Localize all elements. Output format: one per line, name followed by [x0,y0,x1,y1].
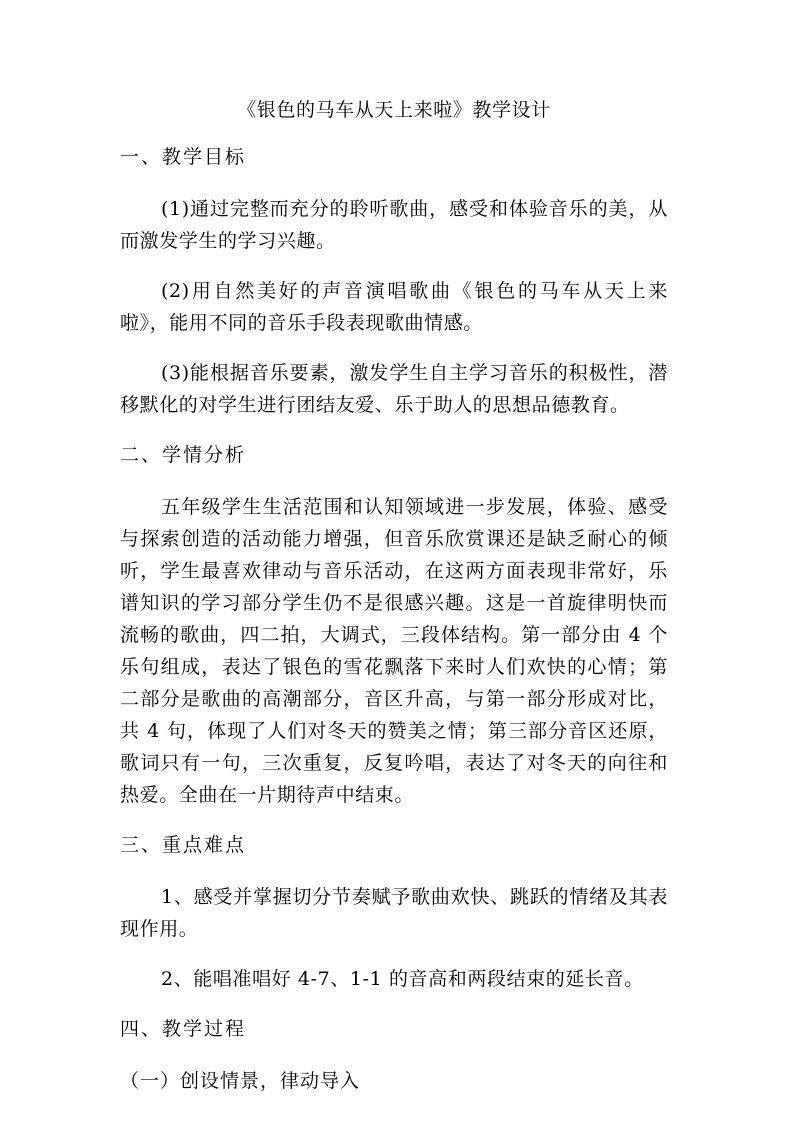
objective-paragraph-2: (2)用自然美好的声音演唱歌曲《银色的马车从天上来啦》，能用不同的音乐手段表现歌曲情感。 [120,280,668,334]
section-heading-process: 四、教学过程 [120,1018,247,1040]
document-body [120,94,668,1097]
section-heading-key-points: 三、重点难点 [120,834,247,856]
objective-paragraph-1: (1)通过完整而充分的聆听歌曲，感受和体验音乐的美，从而激发学生的学习兴趣。 [120,198,668,252]
analysis-paragraph: 五年级学生生活范围和认知领域进一步发展，体验、感受与探索创造的活动能力增强，但音乐欣赏课还是缺乏耐心的倾听，学生最喜欢律动与音乐活动，在这两方面表现非常好，乐谱知识的学习部分学生仍不是很感兴趣。这是一首旋律明快而流畅的歌曲，四二拍，大调式，三段体结构。第一部分由 4 个乐句组成，表达了银色的雪花飘落下来时人们欢快的心情；第二部分是歌曲的高潮部分，音区升高，与第一部分形成对比，共 4 句，体现了人们对冬天的赞美之情；第三部分音区还原，歌词只有一句，三次重复，反复吟唱，表达了对冬天的向往和热爱。全曲在一片期待声中结束。 [120,496,668,806]
process-subheading: （一）创设情景，律动导入 [120,1070,361,1092]
objective-paragraph-3: (3)能根据音乐要素，激发学生自主学习音乐的积极性，潜移默化的对学生进行团结友爱、乐于助人的思想品德教育。 [120,362,668,416]
key-point-paragraph-1: 1、感受并掌握切分节奏赋予歌曲欢快、跳跃的情绪及其表现作用。 [120,886,668,940]
key-point-paragraph-2: 2、能唱准唱好 4-7、1-1 的音高和两段结束的延长音。 [161,968,644,990]
section-heading-analysis: 二、学情分析 [120,444,247,466]
document-title: 《银色的马车从天上来啦》教学设计 [237,99,551,121]
section-heading-objectives: 一、教学目标 [120,146,247,168]
